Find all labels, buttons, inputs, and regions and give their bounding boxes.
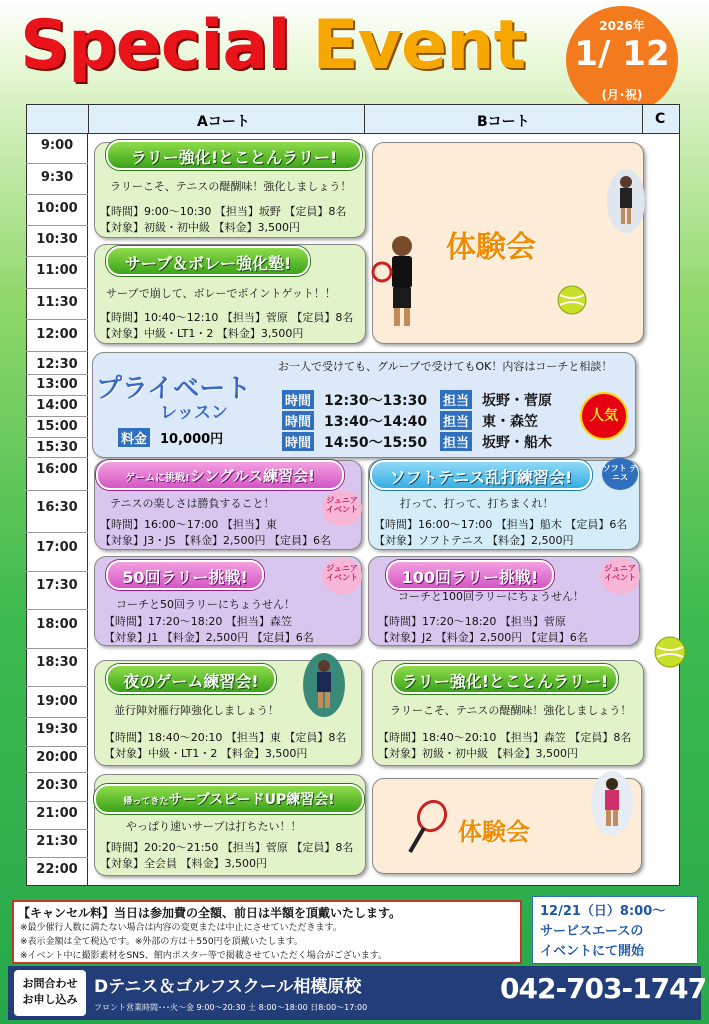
cancel-note: ※イベント中に撮影素材をSNS、館内ポスター等で掲載させていただく場合がございます。 [20, 951, 387, 961]
time-divider [26, 648, 88, 649]
slot-staff: 坂野・菅原 [482, 393, 553, 409]
event-title: ラリー強化!とことんラリー! [106, 140, 362, 170]
event-desc: テニスの楽しさは勝負すること！ [110, 497, 275, 510]
time-label: 12:00 [36, 327, 78, 342]
slot-staff-label: 担当 [440, 432, 472, 451]
page-title: Special Event [20, 6, 526, 85]
event-title: ソフトテニス乱打練習会! [370, 460, 592, 490]
event-info-line: 【時間】10:40～12:10 【担当】菅原 【定員】8名 [100, 311, 354, 324]
event-desc: ラリーこそ、テニスの醍醐味！強化しましょう！ [390, 704, 632, 717]
time-label: 19:30 [36, 722, 78, 737]
time-label: 20:30 [36, 778, 78, 793]
time-label: 18:00 [36, 617, 78, 632]
private-subtitle: レッスン [160, 403, 228, 423]
event-desc: コーチと50回ラリーにちょうせん！ [116, 598, 295, 611]
school-name: Dテニス＆ゴルフスクール相模原校 [94, 977, 362, 997]
event-info-line: 【対象】中級・LT1・2 【料金】3,500円 [104, 747, 308, 760]
event-desc: サーブで崩して、ボレーでポイントゲット！！ [106, 287, 336, 300]
time-divider [26, 686, 88, 687]
event-desc: やっぱり速いサーブは打ちたい！！ [126, 820, 302, 833]
time-divider [26, 163, 88, 164]
event-info-line: 【対象】全会員 【料金】3,500円 [100, 857, 267, 870]
time-divider [26, 395, 88, 396]
time-divider [26, 194, 88, 195]
time-label: 14:00 [36, 398, 78, 413]
court-a-label: Aコート [197, 114, 250, 130]
time-label: 21:30 [36, 834, 78, 849]
event-info-line: 【対象】ソフトテニス 【料金】2,500円 [374, 534, 574, 547]
private-slot-row [282, 390, 552, 410]
junior-event-tag: ジュニア イベント [322, 558, 362, 594]
slot-staff-label: 担当 [440, 390, 472, 409]
event-info-line: 【時間】17:20～18:20 【担当】菅原 [378, 615, 566, 628]
trial-label: 体験会 [446, 230, 536, 265]
court-header [26, 104, 680, 134]
event-title: 100回ラリー挑戦! [386, 560, 554, 590]
slot-time: 13:40～14:40 [324, 414, 428, 430]
event-info-line: 【対象】初級・初中級 【料金】3,500円 [378, 747, 578, 760]
business-hours: フロント営業時間･･･火～金 9:00～20:30 土 8:00～18:00 日8:00～17:00 [94, 1003, 368, 1012]
player-photo-circle [302, 652, 346, 718]
time-divider [26, 532, 88, 533]
time-divider [26, 490, 88, 491]
time-label: 10:30 [36, 232, 78, 247]
event-info-line: 【時間】9:00～10:30 【担当】坂野 【定員】8名 [100, 205, 347, 218]
contact-label-box [14, 970, 86, 1016]
time-divider [26, 457, 88, 458]
private-title: プライベート [96, 374, 252, 404]
court-c-label: C [655, 111, 666, 127]
slot-time-label: 時間 [282, 411, 314, 430]
time-label: 15:00 [36, 419, 78, 434]
event-desc: コーチと100回ラリーにちょうせん！ [398, 590, 584, 603]
trial-label: 体験会 [458, 818, 530, 846]
event-title-main: サーブスピードUP練習会! [168, 792, 335, 808]
time-divider [26, 416, 88, 417]
slot-time-label: 時間 [282, 432, 314, 451]
date-label: 1/ 12 [574, 34, 670, 74]
year-label: 2026年 [599, 19, 645, 33]
event-info-line: 【対象】初級・初中級 【料金】3,500円 [100, 221, 300, 234]
time-divider [26, 374, 88, 375]
popular-badge: 人気 [580, 392, 628, 440]
time-label: 15:30 [36, 440, 78, 455]
time-divider [26, 746, 88, 747]
time-label: 16:30 [36, 500, 78, 515]
fee-label: 料金 [118, 428, 150, 447]
event-info-line: 【時間】16:00～17:00 【担当】船木 【定員】6名 [374, 518, 628, 531]
player-photo [370, 232, 430, 332]
header-divider [642, 104, 643, 134]
weekday-label: (月･祝) [601, 88, 643, 102]
junior-event-tag: ジュニア イベント [322, 490, 362, 526]
time-divider [26, 437, 88, 438]
time-divider [26, 288, 88, 289]
time-divider [26, 857, 88, 858]
time-label: 11:00 [36, 263, 78, 278]
time-label: 17:00 [36, 540, 78, 555]
time-divider [26, 319, 88, 320]
fee-value: 10,000円 [160, 432, 224, 447]
time-label: 9:00 [40, 138, 74, 153]
time-divider [26, 772, 88, 773]
time-label: 18:30 [36, 655, 78, 670]
event-title: ラリー強化!とことんラリー! [392, 664, 618, 694]
tennis-ball-icon [654, 636, 686, 668]
event-title [94, 784, 364, 814]
header-divider [88, 104, 89, 134]
event-title: サーブ＆ボレー強化塾! [106, 246, 310, 276]
event-desc: 並行陣対雁行陣強化しましょう！ [114, 704, 279, 717]
date-badge [566, 6, 678, 114]
slot-time-label: 時間 [282, 390, 314, 409]
event-title: 50回ラリー挑戦! [106, 560, 264, 590]
event-title [96, 460, 344, 490]
time-label: 22:00 [36, 862, 78, 877]
time-label: 19:00 [36, 694, 78, 709]
event-title-prefix: ゲームに挑戦! [125, 473, 190, 484]
event-desc: 打って、打って、打ちまくれ！ [400, 497, 554, 510]
time-divider [26, 351, 88, 352]
registration-start-text: イベントにて開始 [540, 944, 645, 959]
time-divider [26, 829, 88, 830]
player-photo-circle [606, 168, 646, 234]
private-note: お一人で受けても、グループで受けてもOK！内容はコーチと相談！ [278, 360, 613, 373]
event-desc: ラリーこそ、テニスの醍醐味！強化しましょう！ [110, 180, 352, 193]
event-info-line: 【対象】J2 【料金】2,500円 【定員】6名 [378, 631, 588, 644]
cancel-note: ※表示金額は全て税込です。※外部の方は＋550円を頂戴いたします。 [20, 937, 303, 947]
contact-label: お問合わせ [22, 977, 78, 990]
time-label: 20:00 [36, 750, 78, 765]
time-label: 21:00 [36, 806, 78, 821]
time-label: 10:00 [36, 201, 78, 216]
tennis-racket-icon [404, 800, 448, 856]
time-divider [26, 256, 88, 257]
time-label: 12:30 [36, 357, 78, 372]
court-b-label: Bコート [477, 114, 530, 130]
time-divider [26, 609, 88, 610]
event-info-line: 【対象】J1 【料金】2,500円 【定員】6名 [104, 631, 314, 644]
cancel-note: ※最少催行人数に満たない場合は内容の変更または中止にさせていただきます。 [20, 923, 342, 933]
registration-start-date: 12/21（日）8:00～ [540, 904, 666, 919]
private-slot-row [282, 411, 538, 431]
time-divider [26, 801, 88, 802]
event-info-line: 【時間】18:40～20:10 【担当】森笠 【定員】8名 [378, 731, 632, 744]
event-info-line: 【時間】17:20～18:20 【担当】森笠 [104, 615, 292, 628]
time-label: 9:30 [40, 170, 74, 185]
private-slot-row [282, 432, 552, 452]
time-label: 13:00 [36, 377, 78, 392]
tennis-ball-icon [557, 285, 587, 315]
time-label: 16:00 [36, 462, 78, 477]
event-info-line: 【対象】J3・JS 【料金】2,500円 【定員】6名 [100, 534, 331, 547]
header-divider [364, 104, 365, 134]
phone-number[interactable]: 042-703-1747 [500, 972, 707, 1005]
time-divider [26, 571, 88, 572]
private-fee [118, 428, 223, 447]
slot-staff: 東・森笠 [482, 414, 539, 430]
event-title-prefix: 帰ってきた [123, 797, 169, 807]
slot-time: 14:50～15:50 [324, 435, 428, 451]
time-divider [26, 717, 88, 718]
time-label: 17:30 [36, 578, 78, 593]
event-info-line: 【時間】20:20～21:50 【担当】菅原 【定員】8名 [100, 841, 354, 854]
event-info-line: 【時間】18:40～20:10 【担当】東 【定員】8名 [104, 731, 347, 744]
event-title: 夜のゲーム練習会! [106, 664, 276, 694]
event-info-line: 【時間】16:00～17:00 【担当】東 [100, 518, 277, 531]
cancel-policy-title: 【キャンセル料】当日は参加費の全額、前日は半額を頂戴いたします。 [18, 906, 402, 920]
slot-time: 12:30～13:30 [324, 393, 428, 409]
player-photo-circle [590, 770, 634, 836]
junior-event-tag: ジュニア イベント [600, 558, 640, 594]
event-title-main: シングルス練習会! [189, 467, 315, 485]
slot-staff-label: 担当 [440, 411, 472, 430]
registration-start-text: サービスエースの [540, 924, 644, 939]
event-info-line: 【対象】中級・LT1・2 【料金】3,500円 [100, 327, 304, 340]
soft-tennis-tag: ソフト テニス [602, 458, 638, 490]
time-divider [26, 225, 88, 226]
slot-staff: 坂野・船木 [482, 435, 553, 451]
time-label: 11:30 [36, 295, 78, 310]
contact-label: お申し込み [22, 993, 78, 1006]
